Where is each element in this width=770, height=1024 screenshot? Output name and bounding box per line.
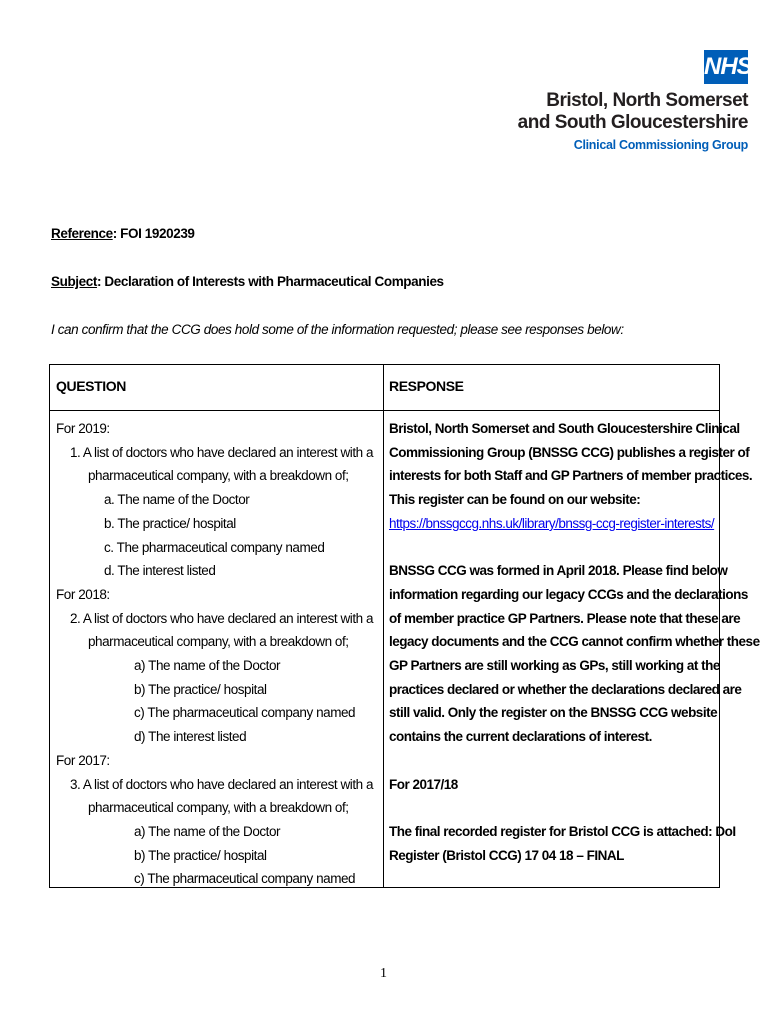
reference-value: : FOI 1920239 xyxy=(112,226,195,241)
header-divider xyxy=(50,410,719,411)
question-line: d) The interest listed xyxy=(134,729,247,745)
question-line: 3. A list of doctors who have declared an interest with a xyxy=(70,776,374,792)
subject-line xyxy=(51,274,444,289)
response-line: GP Partners are still working as GPs, still working at the xyxy=(389,658,720,674)
question-line: For 2017: xyxy=(56,752,110,768)
page-number: 1 xyxy=(380,966,387,981)
question-line: c) The pharmaceutical company named xyxy=(134,705,356,721)
response-line: Commissioning Group (BNSSG CCG) publishes a register of xyxy=(389,444,750,460)
response-line: contains the current declarations of interest. xyxy=(389,729,652,745)
question-line: a) The name of the Doctor xyxy=(134,658,281,674)
response-line: The final recorded register for Bristol CCG is attached: DoI xyxy=(389,823,736,839)
response-year: For 2017/18 xyxy=(389,776,458,792)
response-line: still valid. Only the register on the BNSSG CCG website xyxy=(389,705,718,721)
nhs-logo: NHS xyxy=(704,50,748,84)
question-line: 2. A list of doctors who have declared an interest with a xyxy=(70,610,374,626)
response-line: legacy documents and the CCG cannot confirm whether these xyxy=(389,634,760,650)
response-line: of member practice GP Partners. Please note that these are xyxy=(389,610,741,626)
question-line: b. The practice/ hospital xyxy=(104,515,236,531)
question-header: QUESTION xyxy=(56,378,126,394)
question-line: For 2019: xyxy=(56,421,110,436)
response-line: Bristol, North Somerset and South Gloucestershire Clinical xyxy=(389,421,740,436)
column-divider xyxy=(383,365,384,887)
register-link[interactable]: https://bnssgccg.nhs.uk/library/bnssg-ccg-register-interests/ xyxy=(389,515,715,531)
intro-text: I can confirm that the CCG does hold some of the information requested; please see responses below: xyxy=(51,322,624,337)
subject-label: Subject xyxy=(51,274,97,289)
question-line: pharmaceutical company, with a breakdown of; xyxy=(88,800,349,816)
organisation-name xyxy=(518,90,748,134)
response-line: BNSSG CCG was formed in April 2018. Please find below xyxy=(389,563,728,579)
response-line: practices declared or whether the declarations declared are xyxy=(389,681,742,697)
question-line: c) The pharmaceutical company named xyxy=(134,871,356,887)
question-line: a) The name of the Doctor xyxy=(134,823,281,839)
question-line: b) The practice/ hospital xyxy=(134,847,267,863)
response-line: information regarding our legacy CCGs and the declarations xyxy=(389,586,748,602)
question-line: b) The practice/ hospital xyxy=(134,681,267,697)
reference-line xyxy=(51,226,195,241)
question-line: 1. A list of doctors who have declared an interest with a xyxy=(70,444,374,460)
question-line: c. The pharmaceutical company named xyxy=(104,539,325,555)
response-header: RESPONSE xyxy=(389,378,464,394)
question-line: a. The name of the Doctor xyxy=(104,492,250,508)
response-line: Register (Bristol CCG) 17 04 18 – FINAL xyxy=(389,847,624,863)
response-line: This register can be found on our website: xyxy=(389,492,641,508)
question-column xyxy=(56,417,378,891)
organisation-subtitle: Clinical Commissioning Group xyxy=(573,138,748,152)
foi-table xyxy=(49,364,760,888)
subject-value: : Declaration of Interests with Pharmaceutical Companies xyxy=(96,274,444,289)
question-line: pharmaceutical company, with a breakdown of; xyxy=(88,468,349,484)
response-column xyxy=(389,417,760,867)
question-line: pharmaceutical company, with a breakdown of; xyxy=(88,634,349,650)
org-name-line-1: Bristol, North Somerset xyxy=(546,90,748,111)
org-name-line-2: and South Gloucestershire xyxy=(517,112,748,133)
question-line: d. The interest listed xyxy=(104,563,216,579)
reference-label: Reference xyxy=(51,226,113,241)
question-line: For 2018: xyxy=(56,586,110,602)
response-line: interests for both Staff and GP Partners of member practices. xyxy=(389,468,753,484)
